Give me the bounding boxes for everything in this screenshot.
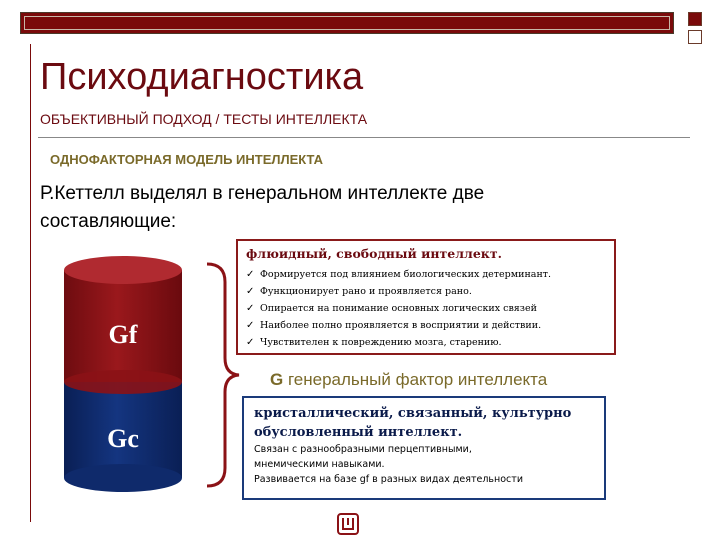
top-decor-bar: [20, 12, 674, 34]
check-icon: ✓: [246, 286, 255, 297]
intelligence-cylinder: [64, 256, 182, 492]
g-letter: G: [270, 370, 284, 389]
title-divider: [38, 137, 690, 138]
crystal-line-1: Связан с разнообразными перцептивными,: [254, 444, 472, 455]
page-title: Психодиагностика: [40, 56, 364, 98]
crystallized-intelligence-box: [242, 396, 606, 500]
crystal-line-3: Развивается на базе gf в разных видах деятельности: [254, 474, 523, 485]
section-heading: ОДНОФАКТОРНАЯ МОДЕЛЬ ИНТЕЛЛЕКТА: [50, 152, 324, 167]
check-icon: ✓: [246, 303, 255, 314]
fluid-item-3: ✓ Опирается на понимание основных логических связей: [246, 300, 606, 317]
fluid-item-4: ✓ Наиболее полно проявляется в восприятии и действии.: [246, 317, 606, 334]
fluid-item-5: ✓ Чувствителен к повреждению мозга, старению.: [246, 334, 606, 351]
fluid-item-2: ✓ Функционирует рано и проявляется рано.: [246, 283, 606, 300]
decor-square-2: [688, 30, 702, 44]
cylinder-top: [64, 256, 182, 284]
check-icon: ✓: [246, 269, 255, 280]
fluid-item-1: ✓ Формируется под влиянием биологических детерминант.: [246, 266, 606, 283]
fluid-intelligence-box: [236, 239, 616, 355]
decor-square-1: [688, 12, 702, 26]
cylinder-graphic: [64, 256, 182, 492]
cylinder-bottom: [64, 464, 182, 492]
fluid-heading: флюидный, свободный интеллект.: [246, 246, 502, 261]
page-subtitle: ОБЪЕКТИВНЫЙ ПОДХОД / ТЕСТЫ ИНТЕЛЛЕКТА: [40, 111, 368, 127]
crystal-heading: кристаллический, связанный, культурно обусловленный интеллект.: [254, 406, 572, 440]
check-icon: ✓: [246, 337, 255, 348]
gc-label: Gc: [107, 424, 139, 453]
logo-icon: [337, 513, 359, 535]
g-factor-caption: [270, 370, 547, 390]
cylinder-divider: [64, 370, 182, 394]
lead-text: Р.Кеттелл выделял в генеральном интеллекте две составляющие:: [40, 183, 485, 232]
left-vertical-rule: [30, 44, 31, 522]
check-icon: ✓: [246, 320, 255, 331]
gf-label: Gf: [108, 320, 138, 349]
g-factor-text: генеральный фактор интеллекта: [283, 370, 548, 389]
crystal-line-2: мнемическими навыками.: [254, 459, 385, 470]
